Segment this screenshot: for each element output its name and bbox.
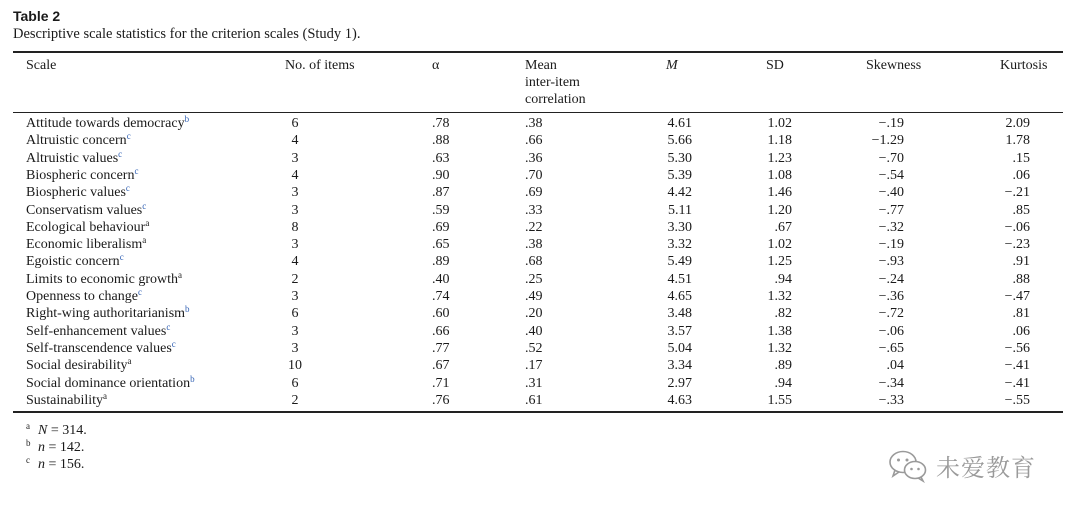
footnote-marker[interactable]: c <box>142 200 147 211</box>
footnotes <box>26 418 87 472</box>
SD-cell: 1.25 <box>767 254 792 270</box>
scale-name: Egoistic concern <box>26 254 120 270</box>
footnote-marker[interactable]: a <box>145 217 150 228</box>
scale-cell <box>26 288 142 305</box>
header-kurtosis: Kurtosis <box>1000 58 1048 73</box>
alpha-cell: .63 <box>432 150 450 166</box>
scale-name: Biospheric values <box>26 185 126 201</box>
mean-correlation-cell: .68 <box>525 254 543 270</box>
skewness-cell: −.19 <box>878 237 904 253</box>
items-cell: 6 <box>291 306 299 322</box>
footnote-marker[interactable]: c <box>125 183 130 194</box>
M-cell: 5.04 <box>667 340 692 356</box>
footnote-mark: c <box>26 455 30 465</box>
mean-correlation-cell: .25 <box>525 271 543 287</box>
kurtosis-cell: .06 <box>1012 323 1030 339</box>
mean-correlation-cell: .38 <box>525 116 543 131</box>
scale-cell <box>26 305 190 322</box>
mean-correlation-cell: .22 <box>525 219 543 235</box>
top-rule <box>13 51 1063 53</box>
skewness-cell: −.70 <box>878 150 904 166</box>
mean-correlation-cell: .17 <box>525 358 543 374</box>
alpha-cell: .67 <box>432 358 450 374</box>
scale-name: Openness to change <box>26 289 138 304</box>
kurtosis-cell: −.23 <box>1004 237 1030 253</box>
M-cell: 3.57 <box>667 323 692 339</box>
kurtosis-cell: .88 <box>1012 271 1030 287</box>
alpha-cell: .90 <box>432 167 450 183</box>
items-cell: 4 <box>291 254 299 270</box>
scale-name: Ecological behaviour <box>26 219 146 235</box>
M-cell: 5.11 <box>668 202 692 218</box>
table-row <box>0 271 1080 288</box>
SD-cell: 1.46 <box>767 185 792 201</box>
scale-name: Conservatism values <box>26 202 143 218</box>
header-mean-line3: correlation <box>525 92 586 107</box>
alpha-cell: .78 <box>432 116 450 131</box>
kurtosis-cell: 2.09 <box>1005 116 1030 131</box>
SD-cell: 1.02 <box>767 237 792 253</box>
alpha-cell: .69 <box>432 219 450 235</box>
footnote-mark: a <box>26 421 30 431</box>
M-cell: 2.97 <box>667 375 692 391</box>
skewness-cell: −.54 <box>878 167 904 183</box>
scale-name: Altruistic values <box>26 150 119 166</box>
table-row <box>0 375 1080 392</box>
header-alpha: α <box>432 58 440 73</box>
footnote-marker[interactable]: b <box>185 304 190 315</box>
footnote-marker[interactable]: a <box>142 235 147 246</box>
items-cell: 2 <box>291 392 299 408</box>
skewness-cell: −.19 <box>878 116 904 131</box>
M-cell: 3.30 <box>667 219 692 235</box>
SD-cell: 1.32 <box>767 289 792 304</box>
footnote-variable: n <box>38 457 45 472</box>
table-row <box>0 357 1080 374</box>
scale-cell <box>26 357 131 374</box>
footnote <box>26 418 87 438</box>
SD-cell: 1.32 <box>767 340 792 356</box>
alpha-cell: .77 <box>432 340 450 356</box>
scale-name: Economic liberalism <box>26 237 143 253</box>
M-cell: 5.66 <box>667 133 692 149</box>
watermark <box>888 448 1036 483</box>
alpha-cell: .89 <box>432 254 450 270</box>
table-row <box>0 340 1080 357</box>
alpha-cell: .65 <box>432 237 450 253</box>
kurtosis-cell: −.56 <box>1004 340 1030 356</box>
table-row <box>0 219 1080 236</box>
table-row <box>0 115 1080 132</box>
SD-cell: 1.55 <box>767 392 792 408</box>
table-caption <box>13 7 361 43</box>
SD-cell: 1.02 <box>767 116 792 131</box>
scale-cell <box>26 150 122 167</box>
SD-cell: .67 <box>774 219 792 235</box>
alpha-cell: .74 <box>432 289 450 304</box>
table-row <box>0 288 1080 305</box>
alpha-cell: .88 <box>432 133 450 149</box>
skewness-cell: −.65 <box>878 340 904 356</box>
SD-cell: .89 <box>774 358 792 374</box>
M-cell: 3.34 <box>667 358 692 374</box>
mean-correlation-cell: .20 <box>525 306 543 322</box>
skewness-cell: −.06 <box>878 323 904 339</box>
kurtosis-cell: .85 <box>1012 202 1030 218</box>
M-cell: 5.49 <box>667 254 692 270</box>
scale-cell <box>26 236 146 253</box>
footnote-marker[interactable]: c <box>134 165 139 176</box>
items-cell: 8 <box>291 219 299 235</box>
items-cell: 4 <box>291 167 299 183</box>
scale-cell <box>26 167 138 184</box>
footnote-marker[interactable]: a <box>178 269 183 280</box>
M-cell: 3.48 <box>667 306 692 322</box>
scale-cell <box>26 202 146 219</box>
scale-cell <box>26 253 124 270</box>
footnote-marker[interactable]: a <box>127 356 132 367</box>
scale-cell <box>26 132 131 149</box>
footnote <box>26 452 87 472</box>
kurtosis-cell: .91 <box>1012 254 1030 270</box>
items-cell: 3 <box>291 323 299 339</box>
items-cell: 3 <box>291 289 299 304</box>
scale-name: Self-enhancement values <box>26 323 167 339</box>
footnote-variable: n <box>38 440 45 455</box>
scale-name: Limits to economic growth <box>26 271 179 287</box>
SD-cell: 1.23 <box>767 150 792 166</box>
skewness-cell: −.24 <box>878 271 904 287</box>
SD-cell: .94 <box>774 271 792 287</box>
skewness-cell: −.72 <box>878 306 904 322</box>
wechat-icon <box>888 449 928 483</box>
kurtosis-cell: −.47 <box>1004 289 1030 304</box>
footnote-marker[interactable]: b <box>184 114 190 124</box>
scale-cell <box>26 340 176 357</box>
scale-name: Attitude towards democracy <box>26 116 185 131</box>
header-SD: SD <box>766 58 784 73</box>
table-label: Table 2 <box>13 8 61 24</box>
footnote-marker[interactable]: c <box>171 338 176 349</box>
kurtosis-cell: 1.78 <box>1005 133 1030 149</box>
M-cell: 4.61 <box>667 116 692 131</box>
mean-correlation-cell: .31 <box>525 375 543 391</box>
footnote-text: = 142. <box>45 440 85 455</box>
table-row <box>0 305 1080 322</box>
items-cell: 10 <box>288 358 302 374</box>
M-cell: 4.63 <box>667 392 692 408</box>
alpha-cell: .87 <box>432 185 450 201</box>
watermark-text: 未爱教育 <box>936 454 1036 482</box>
skewness-cell: .04 <box>886 358 904 374</box>
header-M: M <box>666 58 678 73</box>
M-cell: 3.32 <box>667 237 692 253</box>
items-cell: 3 <box>291 237 299 253</box>
scale-name: Right-wing authoritarianism <box>26 306 186 322</box>
footnote-marker[interactable]: b <box>190 373 195 384</box>
table-row <box>0 132 1080 149</box>
table-row <box>0 253 1080 270</box>
footnote-marker[interactable]: c <box>119 252 124 263</box>
skewness-cell: −1.29 <box>871 133 904 149</box>
items-cell: 3 <box>291 340 299 356</box>
skewness-cell: −.93 <box>878 254 904 270</box>
header-rule <box>13 112 1063 113</box>
skewness-cell: −.36 <box>878 289 904 304</box>
footnote-marker[interactable]: c <box>166 321 171 332</box>
items-cell: 6 <box>291 116 299 131</box>
header-skewness: Skewness <box>866 58 922 73</box>
alpha-cell: .71 <box>432 375 450 391</box>
skewness-cell: −.32 <box>878 219 904 235</box>
alpha-cell: .66 <box>432 323 450 339</box>
scale-name: Social dominance orientation <box>26 375 191 391</box>
footnote-variable: N <box>38 423 48 438</box>
bottom-rule <box>13 411 1063 413</box>
items-cell: 4 <box>291 133 299 149</box>
kurtosis-cell: −.41 <box>1004 375 1030 391</box>
table-row <box>0 184 1080 201</box>
scale-name: Altruistic concern <box>26 133 127 149</box>
kurtosis-cell: .81 <box>1012 306 1030 322</box>
alpha-cell: .60 <box>432 306 450 322</box>
kurtosis-cell: −.55 <box>1004 392 1030 408</box>
alpha-cell: .59 <box>432 202 450 218</box>
header-scale: Scale <box>26 58 57 73</box>
scale-cell <box>26 392 107 409</box>
mean-correlation-cell: .52 <box>525 340 543 356</box>
alpha-cell: .76 <box>432 392 450 408</box>
mean-correlation-cell: .61 <box>525 392 543 408</box>
items-cell: 3 <box>291 150 299 166</box>
table-row <box>0 236 1080 253</box>
mean-correlation-cell: .69 <box>525 185 543 201</box>
table-row <box>0 392 1080 409</box>
scale-cell <box>26 184 130 201</box>
SD-cell: .82 <box>774 306 792 322</box>
table-title: Descriptive scale statistics for the criterion scales (Study 1). <box>13 26 361 42</box>
M-cell: 5.30 <box>667 150 692 166</box>
scale-cell <box>26 271 182 288</box>
header-mean-correlation <box>525 57 625 108</box>
footnote-mark: b <box>26 438 31 448</box>
footnote-text: = 156. <box>45 457 85 472</box>
skewness-cell: −.33 <box>878 392 904 408</box>
items-cell: 2 <box>291 271 299 287</box>
scale-name: Biospheric concern <box>26 167 135 183</box>
header-items: No. of items <box>285 58 355 73</box>
scale-name: Sustainability <box>26 392 103 408</box>
mean-correlation-cell: .33 <box>525 202 543 218</box>
mean-correlation-cell: .70 <box>525 167 543 183</box>
M-cell: 5.39 <box>667 167 692 183</box>
M-cell: 4.42 <box>667 185 692 201</box>
M-cell: 4.51 <box>667 271 692 287</box>
M-cell: 4.65 <box>667 289 692 304</box>
scale-cell <box>26 375 195 392</box>
kurtosis-cell: −.21 <box>1004 185 1030 201</box>
table-row <box>0 167 1080 184</box>
mean-correlation-cell: .36 <box>525 150 543 166</box>
header-mean-line1: Mean <box>525 58 557 73</box>
alpha-cell: .40 <box>432 271 450 287</box>
mean-correlation-cell: .38 <box>525 237 543 253</box>
scale-name: Social desirability <box>26 358 128 374</box>
footnote-marker[interactable]: c <box>118 148 123 159</box>
skewness-cell: −.40 <box>878 185 904 201</box>
scale-name: Self-transcendence values <box>26 340 172 356</box>
table-row <box>0 202 1080 219</box>
kurtosis-cell: .06 <box>1012 167 1030 183</box>
kurtosis-cell: .15 <box>1012 150 1030 166</box>
kurtosis-cell: −.41 <box>1004 358 1030 374</box>
mean-correlation-cell: .40 <box>525 323 543 339</box>
items-cell: 3 <box>291 185 299 201</box>
mean-correlation-cell: .49 <box>525 289 543 304</box>
scale-cell <box>26 323 170 340</box>
items-cell: 6 <box>291 375 299 391</box>
SD-cell: 1.18 <box>767 133 792 149</box>
footnote-text: = 314. <box>47 423 87 438</box>
kurtosis-cell: −.06 <box>1004 219 1030 235</box>
scale-cell <box>26 115 189 132</box>
skewness-cell: −.77 <box>878 202 904 218</box>
table-row <box>0 150 1080 167</box>
footnote-marker[interactable]: c <box>126 131 131 142</box>
header-mean-line2: inter-item <box>525 75 580 90</box>
SD-cell: 1.38 <box>767 323 792 339</box>
footnote-marker[interactable]: a <box>103 390 107 401</box>
SD-cell: 1.20 <box>767 202 792 218</box>
mean-correlation-cell: .66 <box>525 133 543 149</box>
SD-cell: .94 <box>774 375 792 391</box>
table-row <box>0 323 1080 340</box>
items-cell: 3 <box>291 202 299 218</box>
footnote <box>26 435 87 455</box>
SD-cell: 1.08 <box>767 167 792 183</box>
skewness-cell: −.34 <box>878 375 904 391</box>
footnote-marker[interactable]: c <box>137 287 142 297</box>
scale-cell <box>26 219 149 236</box>
